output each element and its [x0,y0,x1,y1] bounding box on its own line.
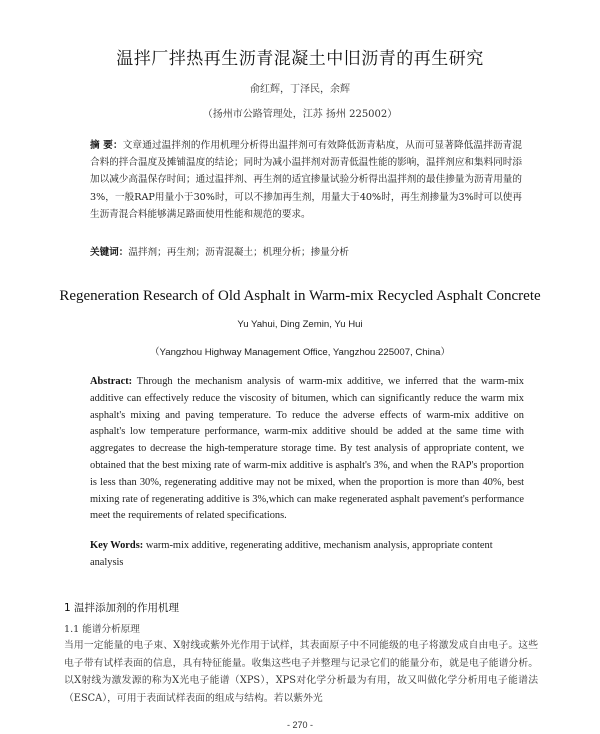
body-paragraph: 当用一定能量的电子束、X射线或紫外光作用于试样，其表面原子中不同能级的电子将激发成自由电子。这些电子带有试样表面的信息，具有特征能量。收集这些电子并整理与记录它们的能量分布，就是电子能谱分析。以X射线为激发源的称为X光电子能谱（XPS），XPS对化学分析最为有用，故又叫做化学分析用电子能谱法（ESCA），可用于表面试样表面的组成与结构。若以紫外光 [64,640,538,704]
en-title: Regeneration Research of Old Asphalt in Warm-mix Recycled Asphalt Concrete [59,288,541,304]
cn-abstract [90,137,522,223]
cn-abstract-label: 摘 要： [90,140,123,151]
en-affiliation: （Yangzhou Highway Management Office, Yangzhou 225007, China） [149,347,451,358]
en-keywords [90,538,524,572]
en-keywords-text: warm-mix additive, regenerating additive, mechanism analysis, appropriate content analysis [90,540,493,568]
cn-keywords-text: 温拌剂；再生剂；沥青混凝土；机理分析；掺量分析 [128,247,350,258]
cn-affiliation: （扬州市公路管理处，江苏 扬州 225002） [202,109,398,120]
en-authors: Yu Yahui, Ding Zemin, Yu Hui [237,319,363,330]
page-number: - 270 - [286,720,313,730]
cn-title: 温拌厂拌热再生沥青混凝土中旧沥青的再生研究 [116,49,484,69]
cn-keywords-label: 关键词： [90,247,129,258]
en-keywords-label: Key Words: [90,540,144,551]
subsection-heading: 1.1 能谱分析原理 [64,624,140,635]
en-abstract-text: Through the mechanism analysis of warm-mix additive, we inferred that the warm-mix additive can effectively reduce the viscosity of bitumen, which can significantly reduce the warm mix asphalt's mixing and paving temperature. To reduce the adverse effects of warm-mix additive on asphalt's low temperature performance, warm-mix additive should be added at the same time with aggregates to decrease the high-temperature storage time. By test analysis of appropriate content, we obtained that the best mixing rate of warm-mix additive is asphalt's 3%, and when the RAP's proportion is less than 30%, regenerating additive may not be mixed, when the proportion is more than 40%, best mixing rate of regenerating additive is 3%,which can make regenerated asphalt pavement's performance meet the requirements of related specifications. [90,376,524,522]
en-abstract [90,374,524,525]
section-heading: 1 温拌添加剂的作用机理 [64,602,180,614]
cn-authors: 俞红辉，丁泽民，余辉 [250,84,350,95]
en-abstract-label: Abstract: [90,376,133,387]
cn-keywords [90,245,522,261]
cn-abstract-text: 文章通过温拌剂的作用机理分析得出温拌剂可有效降低沥青粘度，从而可显著降低温拌沥青混合料的拌合温度及摊铺温度的结论；同时为减小温拌剂对沥青低温性能的影响，温拌剂应和集料同时添加以减少高温保存时间；通过温拌剂、再生剂的适宜掺量试验分析得出温拌剂的最佳掺量为沥青用量的3%，一般RAP用量小于30%时，可以不掺加再生剂，用量大于40%时，再生剂掺量为3%时可以使再生沥青混合料能够满足路面使用性能和规范的要求。 [90,140,522,220]
